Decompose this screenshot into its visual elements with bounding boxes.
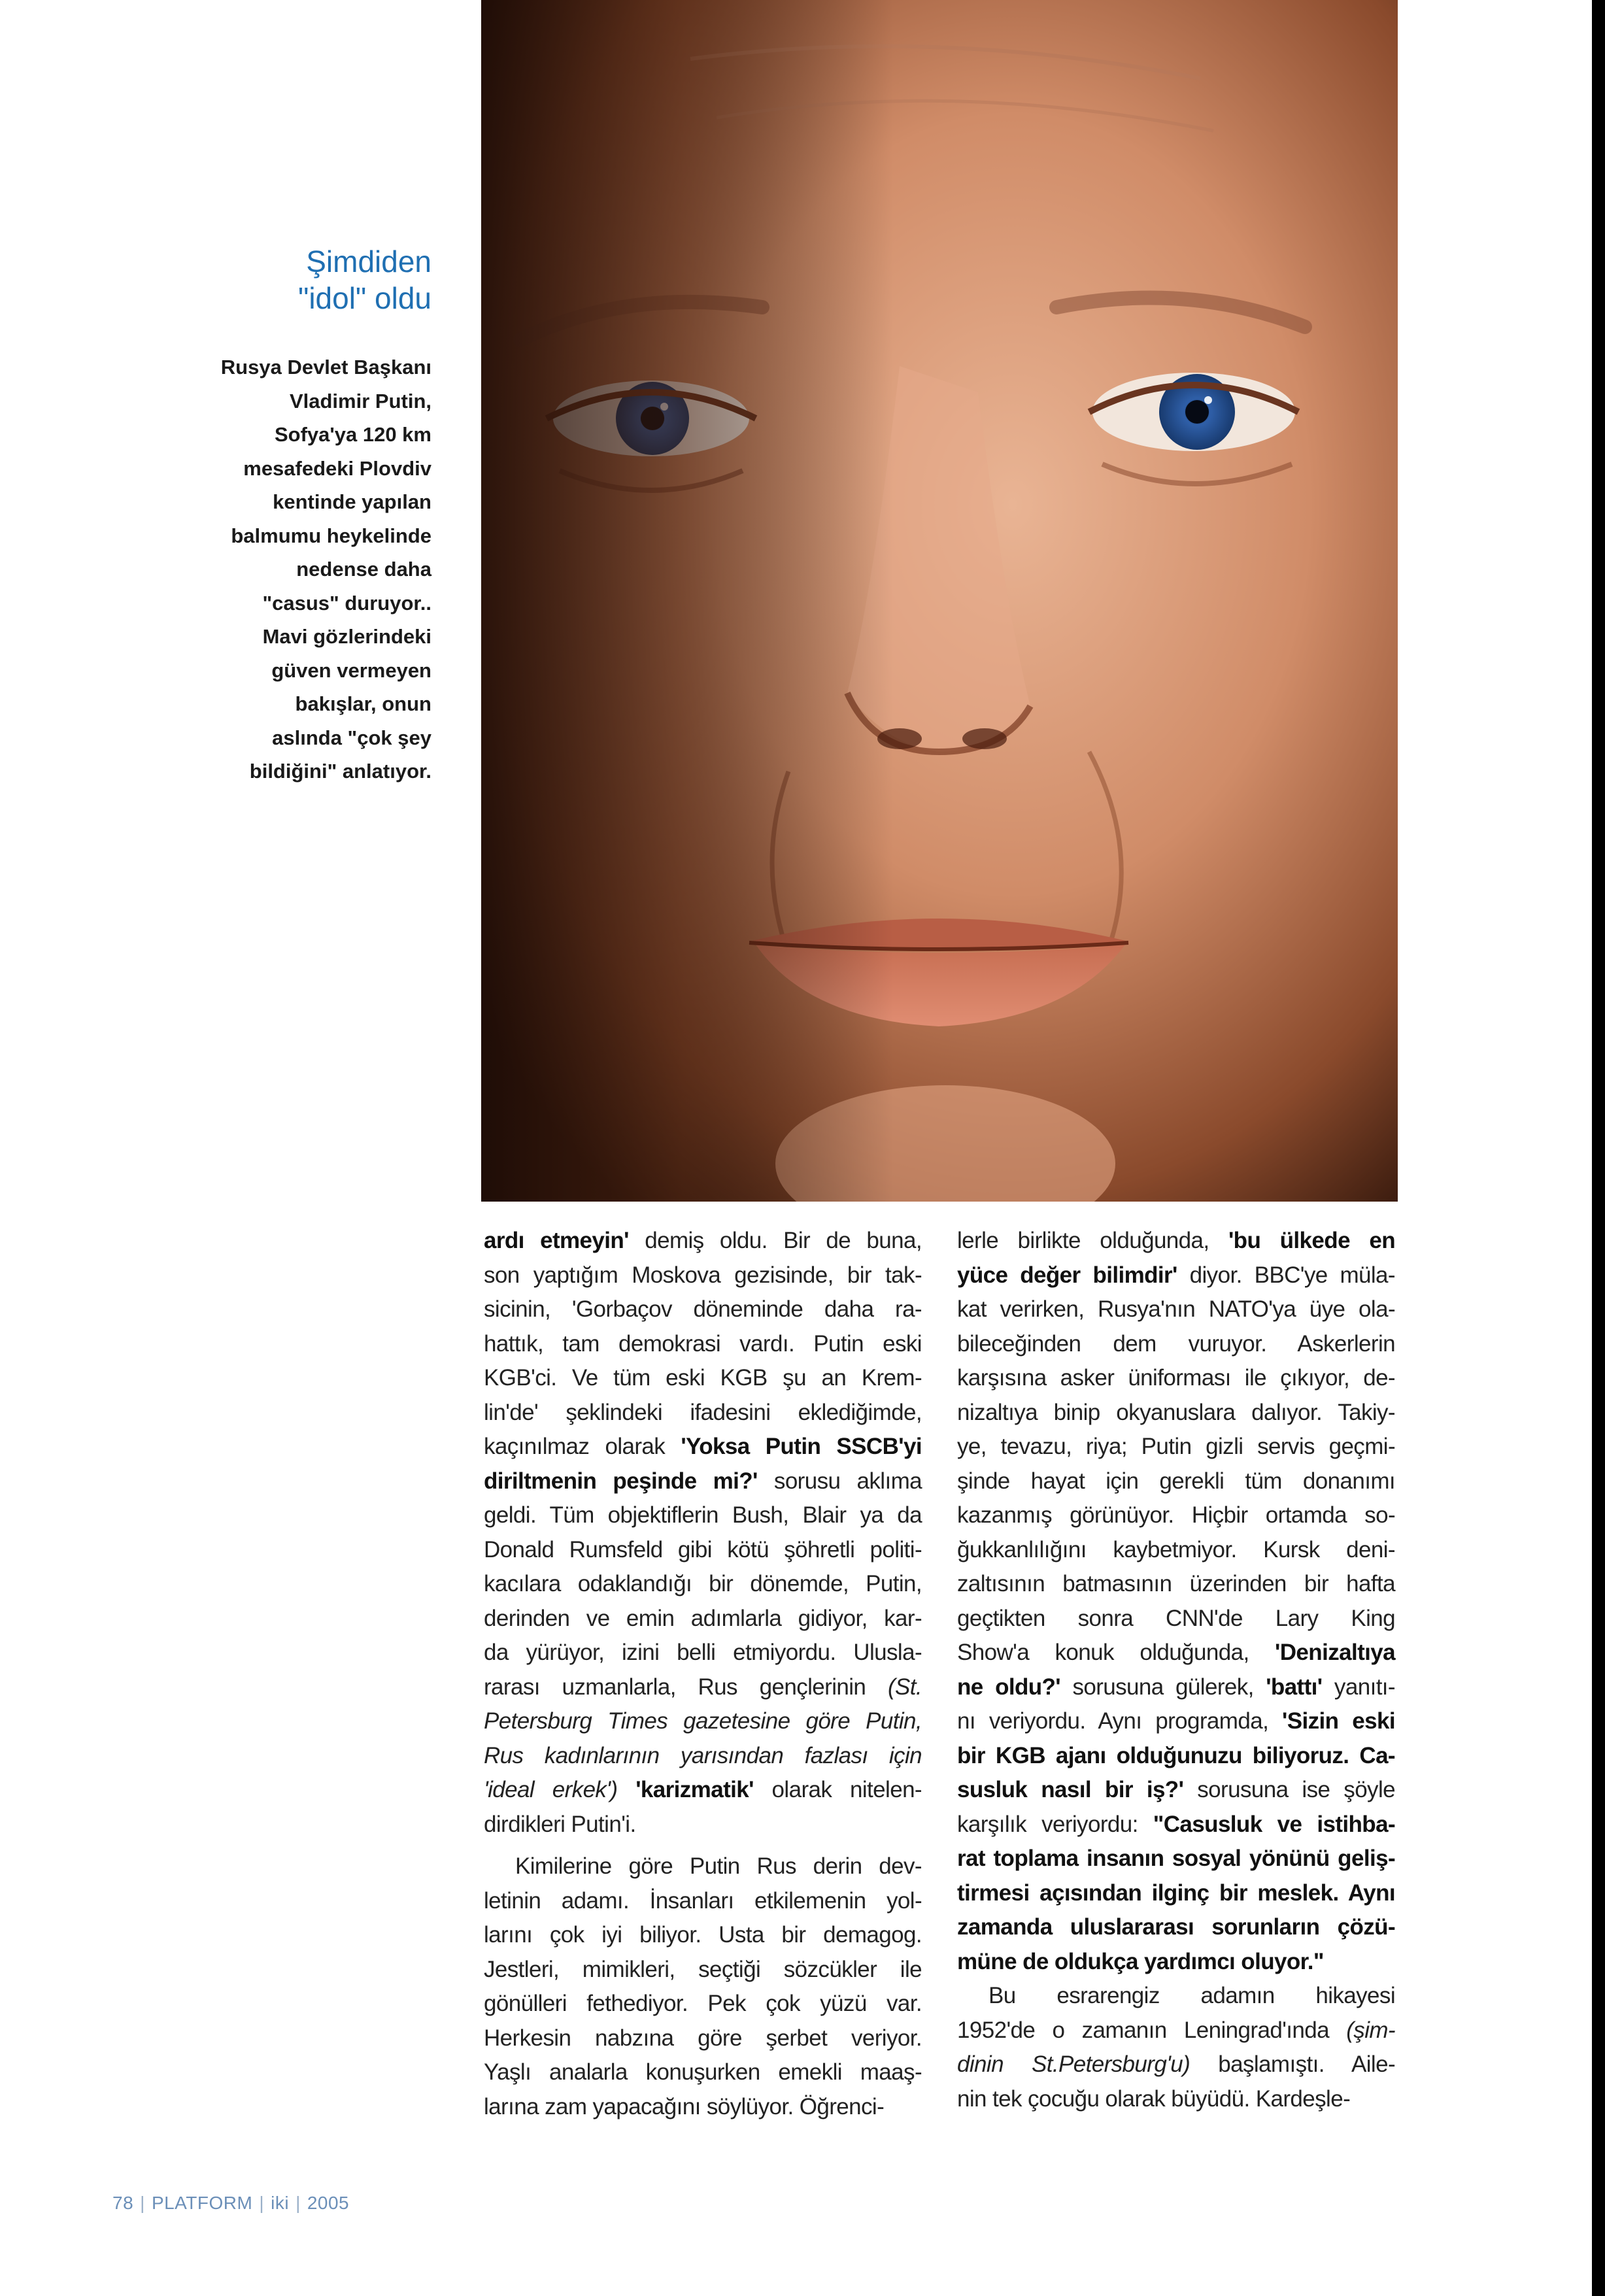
text-line bbox=[957, 1670, 1395, 1705]
caption-line: balmumu heykelinde bbox=[231, 524, 431, 547]
bold-quote-text: zamanda uluslararası sorunların çözü- bbox=[957, 1914, 1395, 1940]
caption-line: "casus" duruyor.. bbox=[262, 591, 431, 615]
text-line bbox=[484, 1808, 922, 1842]
text-line bbox=[484, 1224, 922, 1258]
text-line bbox=[957, 1636, 1395, 1670]
body-text: da yürüyor, izini belli etmiyordu. Ulusla- bbox=[484, 1640, 922, 1665]
photo-caption bbox=[98, 350, 431, 788]
body-text: son yaptığım Moskova gezisinde, bir tak- bbox=[484, 1262, 922, 1288]
body-text: diyor. BBC'ye müla- bbox=[1177, 1262, 1395, 1288]
text-line bbox=[484, 1292, 922, 1327]
text-line bbox=[957, 1361, 1395, 1396]
wax-figure-face-illustration bbox=[481, 0, 1398, 1202]
text-line bbox=[957, 1979, 1395, 2014]
bold-quote-text: "Casusluk ve istihba- bbox=[1153, 1811, 1395, 1837]
italic-text: dinin St.Petersburg'u) bbox=[957, 2051, 1191, 2077]
bold-quote-text: 'karizmatik' bbox=[635, 1777, 754, 1802]
body-text: larına zam yapacağını söylüyor. Öğrenci- bbox=[484, 2093, 885, 2119]
bold-quote-text: 'Yoksa Putin SSCB'yi bbox=[681, 1434, 922, 1459]
article-column-1 bbox=[484, 1224, 922, 2124]
body-text: geldi. Tüm objektiflerin Bush, Blair ya da bbox=[484, 1502, 922, 1528]
text-line bbox=[957, 2048, 1395, 2082]
body-text bbox=[617, 1777, 635, 1802]
body-text: karşısına asker üniforması ile çıkıyor, de- bbox=[957, 1365, 1395, 1391]
magazine-name: PLATFORM bbox=[151, 2193, 253, 2213]
text-line bbox=[957, 1808, 1395, 1842]
body-text: 1952'de o zamanın Leningrad'ında bbox=[957, 2017, 1347, 2043]
text-line bbox=[957, 1533, 1395, 1568]
text-line bbox=[484, 1258, 922, 1293]
issue-label: iki bbox=[271, 2193, 290, 2213]
footer-separator: | bbox=[259, 2193, 265, 2213]
bold-quote-text: 'Denizaltıya bbox=[1275, 1640, 1395, 1665]
text-line bbox=[484, 1918, 922, 1953]
text-line bbox=[484, 1567, 922, 1602]
body-text: Kimilerine göre Putin Rus derin dev- bbox=[515, 1853, 922, 1879]
body-text: kaçınılmaz olarak bbox=[484, 1434, 681, 1459]
caption-line: mesafedeki Plovdiv bbox=[243, 456, 431, 480]
portrait-photo bbox=[481, 0, 1398, 1202]
text-line bbox=[484, 1704, 922, 1739]
body-text: lerle birlikte olduğunda, bbox=[957, 1228, 1228, 1253]
text-line bbox=[484, 1953, 922, 1987]
text-line bbox=[957, 1602, 1395, 1636]
caption-line: kentinde yapılan bbox=[273, 490, 431, 513]
sidebar-title-line-2: "idol" oldu bbox=[297, 281, 431, 315]
italic-text: (St. bbox=[887, 1674, 922, 1700]
bold-quote-text: diriltmenin peşinde mi?' bbox=[484, 1468, 758, 1494]
body-text: ye, tevazu, riya; Putin gizli servis geçmi- bbox=[957, 1434, 1395, 1459]
bold-quote-text: yüce değer bilimdir' bbox=[957, 1262, 1177, 1288]
text-line bbox=[484, 1430, 922, 1464]
caption-line: bildiğini" anlatıyor. bbox=[249, 760, 431, 783]
caption-line: Sofya'ya 120 km bbox=[274, 423, 431, 446]
caption-line: güven vermeyen bbox=[271, 658, 431, 682]
body-text: yanıtı- bbox=[1322, 1674, 1395, 1700]
page-edge-bar bbox=[1592, 0, 1605, 2296]
body-text: gönülleri fethediyor. Pek çok yüzü var. bbox=[484, 1991, 922, 2016]
text-line bbox=[484, 1361, 922, 1396]
body-text: Jestleri, mimikleri, seçtiği sözcükler ile bbox=[484, 1956, 922, 1982]
body-text: Bu esrarengiz adamın hikayesi bbox=[988, 1983, 1395, 2008]
body-text: karşılık veriyordu: bbox=[957, 1811, 1153, 1837]
text-line bbox=[957, 1327, 1395, 1362]
sidebar-title bbox=[98, 243, 431, 316]
footer-separator: | bbox=[140, 2193, 145, 2213]
body-text: larını çok iyi biliyor. Usta bir demagog. bbox=[484, 1922, 922, 1948]
text-line bbox=[484, 1533, 922, 1568]
text-line bbox=[484, 2055, 922, 2090]
text-line bbox=[957, 1567, 1395, 1602]
footer-separator: | bbox=[296, 2193, 301, 2213]
text-line bbox=[484, 1602, 922, 1636]
body-text: nizaltıya binip okyanuslara dalıyor. Takiy- bbox=[957, 1399, 1395, 1425]
body-text: ğukkanlılığını kaybetmiyor. Kursk deni- bbox=[957, 1536, 1395, 1562]
text-line bbox=[957, 1876, 1395, 1911]
text-line bbox=[484, 2090, 922, 2125]
text-line bbox=[484, 1327, 922, 1362]
text-line bbox=[484, 1884, 922, 1919]
bold-quote-text: müne de oldukça yardımcı oluyor." bbox=[957, 1948, 1324, 1974]
body-text: şinde hayat için gerekli tüm donanımı bbox=[957, 1468, 1395, 1494]
bold-quote-text: 'battı' bbox=[1266, 1674, 1323, 1700]
body-text: sorusuna ise şöyle bbox=[1183, 1777, 1395, 1802]
body-text: KGB'ci. Ve tüm eski KGB şu an Krem- bbox=[484, 1365, 922, 1391]
text-line bbox=[957, 1773, 1395, 1808]
body-text: demiş oldu. Bir de buna, bbox=[628, 1228, 922, 1253]
body-text: sorusu aklıma bbox=[757, 1468, 922, 1494]
sidebar-title-line-1: Şimdiden bbox=[306, 245, 431, 279]
article-column-2 bbox=[957, 1224, 1395, 2116]
text-line bbox=[957, 1704, 1395, 1739]
caption-line: bakışlar, onun bbox=[295, 692, 431, 715]
text-line bbox=[957, 1498, 1395, 1533]
bold-quote-text: 'bu ülkede en bbox=[1228, 1228, 1395, 1253]
body-text: lin'de' şeklindeki ifadesini eklediğimde, bbox=[484, 1399, 922, 1425]
page-number: 78 bbox=[112, 2193, 134, 2213]
body-text: nin tek çocuğu olarak büyüdü. Kardeşle- bbox=[957, 2085, 1351, 2112]
italic-text: Petersburg Times gazetesine göre Putin, bbox=[484, 1708, 922, 1734]
text-line bbox=[484, 1849, 922, 1884]
bold-quote-text: bir KGB ajanı olduğunuzu biliyoruz. Ca- bbox=[957, 1742, 1395, 1768]
text-line bbox=[957, 1739, 1395, 1774]
text-line bbox=[484, 2021, 922, 2056]
text-line bbox=[957, 1292, 1395, 1327]
bold-quote-text: ne oldu?' bbox=[957, 1674, 1061, 1700]
photo-sidebar bbox=[98, 243, 431, 788]
text-line bbox=[957, 1258, 1395, 1293]
caption-line: aslında "çok şey bbox=[272, 726, 431, 749]
body-text: Show'a konuk olduğunda, bbox=[957, 1640, 1276, 1665]
caption-line: Vladimir Putin, bbox=[289, 389, 431, 413]
text-line bbox=[957, 1430, 1395, 1464]
text-line bbox=[484, 1498, 922, 1533]
body-text: kazanmış görünüyor. Hiçbir ortamda so- bbox=[957, 1502, 1395, 1528]
text-line bbox=[957, 1224, 1395, 1258]
caption-line: Mavi gözlerindeki bbox=[262, 625, 431, 648]
text-line bbox=[957, 1945, 1395, 1980]
issue-year: 2005 bbox=[307, 2193, 350, 2213]
text-line bbox=[957, 1842, 1395, 1876]
text-line bbox=[484, 1636, 922, 1670]
body-text: başlamıştı. Aile- bbox=[1190, 2051, 1395, 2077]
paragraph-gap bbox=[484, 1842, 922, 1849]
caption-line: Rusya Devlet Başkanı bbox=[220, 356, 431, 379]
italic-text: 'ideal erkek') bbox=[484, 1777, 618, 1802]
body-text: kacılara odaklandığı bir dönemde, Putin, bbox=[484, 1571, 922, 1596]
body-text: Herkesin nabzına göre şerbet veriyor. bbox=[484, 2025, 922, 2051]
text-line bbox=[957, 1910, 1395, 1945]
body-text: geçtikten sonra CNN'de Lary King bbox=[957, 1605, 1395, 1631]
body-text: bileceğinden dem vuruyor. Askerlerin bbox=[957, 1330, 1395, 1357]
text-line bbox=[484, 1396, 922, 1430]
body-text: sicinin, 'Gorbaçov döneminde daha ra- bbox=[484, 1296, 922, 1322]
bold-quote-text: rat toplama insanın sosyal yönünü geliş- bbox=[957, 1846, 1395, 1871]
body-text: letinin adamı. İnsanları etkilemenin yol- bbox=[484, 1887, 922, 1914]
text-line bbox=[484, 1464, 922, 1499]
body-text: derinden ve emin adımlarla gidiyor, kar- bbox=[484, 1605, 922, 1631]
body-text: dirdikleri Putin'i. bbox=[484, 1811, 636, 1837]
text-line bbox=[957, 2014, 1395, 2048]
body-text: olarak nitelen- bbox=[753, 1777, 922, 1802]
text-line bbox=[484, 1670, 922, 1705]
caption-line: nedense daha bbox=[296, 558, 431, 581]
text-line bbox=[484, 1773, 922, 1808]
page-footer bbox=[112, 2193, 349, 2214]
body-text: Yaşlı analarla konuşurken emekli maaş- bbox=[484, 2059, 922, 2085]
bold-quote-text: susluk nasıl bir iş?' bbox=[957, 1777, 1184, 1802]
text-line bbox=[957, 1396, 1395, 1430]
body-text: hattık, tam demokrasi vardı. Putin eski bbox=[484, 1330, 922, 1357]
body-text: Donald Rumsfeld gibi kötü şöhretli politi- bbox=[484, 1536, 922, 1562]
bold-quote-text: ardı etmeyin' bbox=[484, 1228, 629, 1253]
body-text: kat verirken, Rusya'nın NATO'ya üye ola- bbox=[957, 1296, 1395, 1322]
italic-text: Rus kadınlarının yarısından fazlası için bbox=[484, 1742, 922, 1768]
bold-quote-text: 'Sizin eski bbox=[1282, 1708, 1395, 1734]
italic-text: (şim- bbox=[1346, 2017, 1395, 2043]
text-line bbox=[957, 1464, 1395, 1499]
body-text: rarası uzmanlarla, Rus gençlerinin bbox=[484, 1674, 888, 1700]
text-line bbox=[957, 2082, 1395, 2117]
text-line bbox=[484, 1987, 922, 2021]
bold-quote-text: tirmesi açısından ilginç bir meslek. Aynı bbox=[957, 1880, 1395, 1906]
body-text: zaltısının batmasının üzerinden bir hafta bbox=[957, 1571, 1395, 1596]
text-line bbox=[484, 1739, 922, 1774]
body-text: sorusuna gülerek, bbox=[1060, 1674, 1266, 1700]
body-text: nı veriyordu. Aynı programda, bbox=[957, 1708, 1283, 1734]
